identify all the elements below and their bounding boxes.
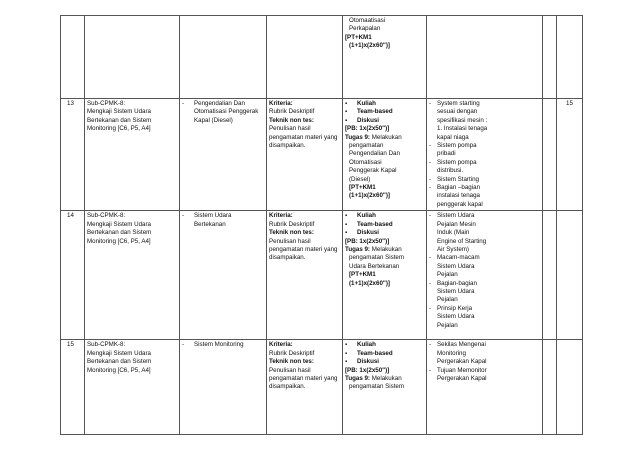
cpmk-line: Mengkaji Sistem Udara — [87, 349, 151, 357]
task-line: (Diesel) — [349, 175, 371, 183]
cell-no — [61, 99, 85, 211]
material-line: spesifikasi mesin : — [437, 116, 488, 124]
material-text — [437, 254, 480, 279]
cell-method — [343, 16, 427, 99]
material-line: sesuai dengan — [437, 108, 478, 116]
cell-material — [427, 340, 543, 435]
material-line: Monitoring — [437, 349, 466, 357]
indicator-line: Otomatisasi Penggerak — [194, 108, 259, 116]
pt-km: [PT+KM1 — [349, 271, 376, 279]
dash-mark: - — [182, 341, 185, 349]
criteria-title: Kriteria: — [269, 212, 293, 220]
material-list — [429, 341, 540, 383]
material-text — [437, 367, 487, 384]
rps-table — [60, 15, 583, 435]
material-line: Air System) — [437, 245, 469, 253]
criteria-line: Penulisan hasil — [269, 366, 311, 374]
material-list — [429, 212, 540, 330]
indicator-item — [182, 212, 264, 229]
material-line: Induk (Main — [437, 229, 470, 237]
material-line: Sistem pompa — [437, 158, 477, 166]
material-line: Sekilas Mengenai — [437, 341, 486, 349]
cpmk-line: Sub-CPMK-8: — [87, 341, 126, 349]
criteria-line: Rubrik Deskriptif — [269, 108, 315, 116]
task-text: Melakukan — [371, 374, 402, 382]
task-first-line — [345, 134, 424, 142]
cell-weight — [557, 340, 583, 435]
material-text — [437, 280, 477, 305]
task-line: pengamatan — [349, 142, 384, 150]
pt-km-line — [345, 184, 424, 192]
method-line: Otomaatisasi — [349, 17, 386, 24]
task-line: Otomatisasi — [349, 158, 382, 166]
task-line: pengamatan Sistem — [349, 254, 405, 262]
material-item — [429, 159, 540, 176]
bullet-icon: ▪ — [345, 109, 348, 116]
cell-indicator — [180, 16, 267, 99]
material-item — [429, 184, 540, 209]
cpmk-line: Mengkaji Sistem Udara — [87, 220, 151, 228]
material-text — [437, 159, 477, 176]
criteria-technique: Teknik non tes: — [269, 358, 314, 366]
cell-no — [61, 16, 85, 99]
cell-indicator — [180, 99, 267, 211]
task-line: Penggerak Kapal — [349, 167, 397, 175]
cpmk-line: Monitoring [C6, P5, A4] — [87, 366, 151, 374]
dash-mark: - — [429, 254, 432, 262]
material-line: Engine of Starting — [437, 237, 487, 245]
method-bullet — [345, 221, 424, 229]
dash-mark: - — [429, 142, 432, 150]
indicator-line: Pengendalian Dan — [194, 100, 245, 107]
dash-mark: - — [429, 366, 432, 374]
cell-no — [61, 340, 85, 435]
bullet-icon: ▪ — [345, 359, 348, 366]
indicator-line: Sistem Monitoring — [194, 341, 244, 349]
cpmk-line: Monitoring [C6, P5, A4] — [87, 125, 151, 133]
method-name: Diskusi — [357, 358, 380, 366]
cell-criteria — [267, 16, 343, 99]
cell-cpmk — [85, 16, 180, 99]
cell-criteria — [267, 340, 343, 435]
weight-value: 15 — [566, 100, 573, 107]
method-name: Team-based — [357, 220, 393, 228]
cell-material — [427, 99, 543, 211]
material-line: penggerak kapal — [437, 200, 483, 208]
material-text — [437, 305, 474, 330]
pt-km-detail: (1+1)x(2x60")] — [349, 42, 390, 50]
cell-method — [343, 340, 427, 435]
bullet-icon: ▪ — [345, 101, 348, 107]
cell-indicator — [180, 340, 267, 435]
method-bullet — [345, 229, 424, 237]
material-line: Tujuan Memonitor — [437, 366, 487, 374]
criteria-technique: Teknik non tes: — [269, 116, 314, 124]
table-row — [61, 211, 583, 340]
cell-empty — [543, 16, 557, 99]
pt-km-line — [345, 271, 424, 279]
method-bullet — [345, 358, 424, 366]
bullet-icon: ▪ — [345, 221, 348, 228]
cell-weight — [557, 16, 583, 99]
task-text: Melakukan — [371, 245, 402, 253]
cell-empty — [543, 99, 557, 211]
method-bullet — [345, 212, 424, 220]
material-item — [429, 100, 540, 142]
material-item — [429, 305, 540, 330]
cell-material — [427, 16, 543, 99]
material-line: System starting — [437, 100, 480, 107]
cpmk-line: Sub-CPMK-8: — [87, 212, 126, 220]
pt-km: [PT+KM1 — [345, 33, 372, 41]
material-line: kapal niaga — [437, 133, 469, 141]
method-line: Perkapalan — [349, 25, 381, 33]
bullet-icon: ▪ — [345, 350, 348, 357]
task-text: Melakukan — [371, 133, 402, 141]
indicator-line: Kapal (Diesel) — [194, 116, 233, 124]
bullet-icon: ▪ — [345, 117, 348, 124]
criteria-title: Kriteria: — [269, 100, 293, 107]
dash-mark: - — [429, 279, 432, 287]
indicator-text — [194, 341, 244, 349]
material-text — [437, 341, 487, 366]
material-line: instalasi tenaga — [437, 192, 480, 200]
cell-no — [61, 211, 85, 340]
method-name: Diskusi — [357, 116, 380, 124]
material-line: Pejalan Mesin — [437, 220, 476, 228]
material-line: Pergerakan Kapal — [437, 358, 487, 366]
method-name: Kuliah — [357, 212, 376, 220]
method-name: Kuliah — [357, 341, 376, 349]
indicator-text — [194, 212, 231, 229]
material-item — [429, 367, 540, 384]
cpmk-line: Mengkaji Sistem Udara — [87, 108, 151, 116]
method-bullet — [345, 100, 424, 108]
cell-material — [427, 211, 543, 340]
cell-cpmk — [85, 211, 180, 340]
bullet-icon: ▪ — [345, 230, 348, 237]
criteria-line: pengamatan materi yang — [269, 374, 338, 382]
bullet-icon: ▪ — [345, 213, 348, 220]
indicator-text — [194, 100, 258, 125]
cell-criteria — [267, 211, 343, 340]
dash-mark: - — [429, 158, 432, 166]
material-item — [429, 176, 540, 184]
cpmk-line: Monitoring [C6, P5, A4] — [87, 237, 151, 245]
pb-hours: [PB: 1x(2x50")] — [345, 237, 390, 245]
material-line: Pejalan — [437, 296, 458, 304]
cell-method — [343, 211, 427, 340]
method-name: Kuliah — [357, 100, 376, 107]
cpmk-line: Bertekanan dan Sistem — [87, 229, 152, 237]
material-item — [429, 254, 540, 279]
cell-empty — [543, 340, 557, 435]
material-list — [429, 100, 540, 209]
table-row-continued — [61, 16, 583, 99]
pb-hours: [PB: 1x(2x50")] — [345, 125, 390, 133]
dash-mark: - — [429, 175, 432, 183]
criteria-line: pengamatan materi yang — [269, 245, 338, 253]
material-line: Pejalan — [437, 321, 458, 329]
task-label: Tugas 9: — [345, 245, 370, 253]
material-item — [429, 142, 540, 159]
material-line: 1. Instalasi tenaga — [437, 125, 488, 133]
row-number: 14 — [67, 212, 74, 220]
material-line: Sistem Udara — [437, 212, 475, 220]
material-line: Sistem pompa — [437, 142, 477, 150]
material-text — [437, 176, 479, 184]
method-bullet — [345, 341, 424, 349]
cpmk-line: Bertekanan dan Sistem — [87, 358, 152, 366]
criteria-line: pengamatan materi yang — [269, 133, 338, 141]
row-number: 15 — [67, 341, 74, 349]
method-name: Team-based — [357, 349, 393, 357]
cell-cpmk — [85, 340, 180, 435]
criteria-line: disampaikan. — [269, 383, 306, 391]
cell-criteria — [267, 99, 343, 211]
pt-km: [PT+KM1 — [349, 184, 376, 192]
dash-mark: - — [429, 100, 432, 107]
material-text — [437, 184, 483, 209]
material-line: distribusi. — [437, 167, 464, 175]
material-line: Pejalan — [437, 271, 458, 279]
cell-method — [343, 99, 427, 211]
material-item — [429, 341, 540, 366]
dash-mark: - — [429, 212, 432, 220]
indicator-line: Bertekanan — [194, 220, 226, 228]
cell-weight — [557, 99, 583, 211]
table-row — [61, 340, 583, 435]
cell-empty — [543, 211, 557, 340]
criteria-title: Kriteria: — [269, 341, 293, 349]
material-line: Sistem Starting — [437, 175, 479, 183]
cell-weight — [557, 211, 583, 340]
criteria-line: disampaikan. — [269, 142, 306, 150]
dash-mark: - — [429, 341, 432, 349]
material-item — [429, 280, 540, 305]
indicator-item — [182, 341, 264, 349]
criteria-technique: Teknik non tes: — [269, 229, 314, 237]
pb-hours: [PB: 1x(2x50")] — [345, 366, 390, 374]
material-line: Bagian –bagian — [437, 184, 481, 192]
dash-mark: - — [182, 212, 185, 220]
task-first-line — [345, 246, 424, 254]
method-name: Team-based — [357, 108, 393, 116]
bullet-icon: ▪ — [345, 342, 348, 349]
table-row — [61, 99, 583, 211]
criteria-line: Penulisan hasil — [269, 125, 311, 133]
pt-km-detail: (1+1)x(2x60")] — [349, 279, 390, 287]
task-first-line — [345, 375, 424, 383]
material-text — [437, 142, 477, 159]
task-line: pengamatan Sistem — [349, 383, 405, 391]
task-line: Pengendalian Dan — [349, 150, 400, 158]
cell-cpmk — [85, 99, 180, 211]
pt-km-detail: (1+1)x(2x60")] — [349, 192, 390, 200]
task-label: Tugas 9: — [345, 133, 370, 141]
pt-km-detail-line — [345, 192, 424, 200]
material-line: Prinsip Kerja — [437, 304, 473, 312]
material-line: Sistem Udara — [437, 313, 475, 321]
material-line: Sistem Udara — [437, 287, 475, 295]
material-line: Macam-macam — [437, 254, 480, 262]
material-line: Pergerakan Kapal — [437, 374, 487, 382]
dash-mark: - — [429, 304, 432, 312]
task-line: Udara Bertekanan — [349, 262, 400, 270]
criteria-line: Penulisan hasil — [269, 237, 311, 245]
method-name: Diskusi — [357, 229, 380, 237]
method-bullet — [345, 350, 424, 358]
dash-mark: - — [182, 100, 185, 107]
task-label: Tugas 9: — [345, 374, 370, 382]
material-line: Bagian-bagian — [437, 279, 477, 287]
cpmk-line: Bertekanan dan Sistem — [87, 116, 152, 124]
material-text — [437, 100, 487, 142]
material-text — [437, 212, 486, 254]
pt-km-detail-line — [345, 280, 424, 288]
criteria-line: Rubrik Deskriptif — [269, 220, 315, 228]
indicator-item — [182, 100, 264, 125]
material-item — [429, 212, 540, 254]
material-line: pribadi — [437, 150, 456, 158]
cpmk-line: Sub-CPMK-8: — [87, 100, 126, 107]
method-bullet — [345, 108, 424, 116]
cell-indicator — [180, 211, 267, 340]
method-bullet — [345, 117, 424, 125]
dash-mark: - — [429, 184, 432, 192]
material-line: Sistem Udara — [437, 262, 475, 270]
indicator-line: Sistem Udara — [194, 212, 232, 220]
criteria-line: Rubrik Deskriptif — [269, 349, 315, 357]
criteria-line: disampaikan. — [269, 254, 306, 262]
row-number: 13 — [67, 100, 74, 107]
